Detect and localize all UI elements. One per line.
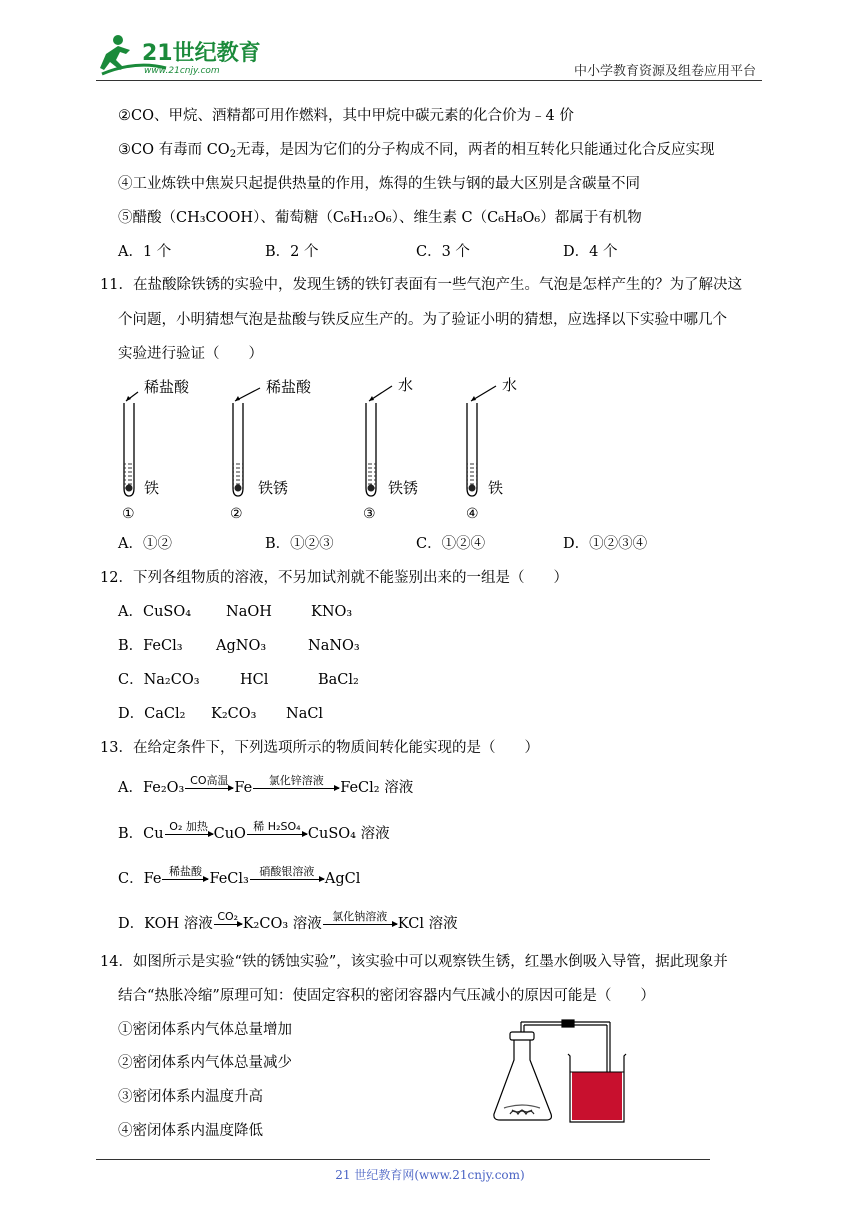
q10-statement-4: ④工业炼铁中焦炭只起提供热量的作用，炼得的生铁与钢的最大区别是含碳量不同 (118, 176, 640, 192)
test-tube-2 (230, 378, 312, 522)
header-divider (96, 80, 762, 81)
q13-c-condition-1: 稀盐酸 (168, 865, 202, 878)
tube-1-reagent: 稀盐酸 (144, 378, 190, 396)
q10-statement-3: ③CO 有毒而 $CO_2$无毒，是因为它们的分子构成不同，两者的相互转化只能通过化合反应实现 (118, 142, 715, 160)
q12-option-c-1: C．Na₂CO₃ (118, 672, 200, 688)
q12-option-a-3: KNO₃ (311, 604, 353, 620)
q13-option-c: C．Fe 稀盐酸 FeCl₃ 硝酸银溶液 AgCl (118, 865, 361, 887)
q14-stem-line-2: 结合“热胀冷缩”原理可知：使固定容积的密闭容器内气压减小的原因可能是（ ） (118, 988, 655, 1004)
q13-option-d: D．KOH 溶液 CO₂ K₂CO₃ 溶液 氯化钠溶液 KCl 溶液 (118, 910, 458, 932)
q13-option-b: B．Cu O₂ 加热 CuO 稀 H₂SO₄ CuSO₄ 溶液 (118, 820, 390, 842)
q10-option-a: A．1 个 (118, 244, 172, 260)
q11-stem-line-1: 11．在盐酸除铁锈的实验中，发现生锈的铁钉表面有一些气泡产生。气泡是怎样产生的？为了解决这 (100, 277, 742, 293)
tube-3-solid: 铁锈 (388, 479, 419, 497)
test-tube-4 (466, 376, 517, 522)
tube-3-number: ③ (363, 506, 376, 522)
q13-d-condition-2: 氯化钠溶液 (332, 910, 388, 923)
q11-option-a: A．①② (118, 536, 172, 552)
logo-url: www.21cnjy.com (144, 66, 220, 76)
q12-option-c-3: BaCl₂ (318, 672, 359, 688)
tube-2-number: ② (230, 506, 243, 522)
tube-3-reagent: 水 (398, 376, 414, 394)
q12-option-d-1: D．CaCl₂ (118, 706, 186, 722)
platform-name: 中小学教育资源及组卷应用平台 (573, 64, 756, 79)
erlenmeyer-flask (494, 1032, 552, 1120)
footer-divider (96, 1159, 710, 1160)
tube-2-solid: 铁锈 (258, 479, 289, 497)
q11-option-c: C．①②④ (416, 536, 486, 552)
test-tube-1 (122, 378, 190, 522)
q11-option-d: D．①②③④ (563, 536, 648, 552)
q13-a-condition-2: 氯化锌溶液 (268, 774, 324, 787)
q10-option-d: D．4 个 (563, 244, 618, 260)
q13-b-condition-2: 稀 H₂SO₄ (253, 820, 301, 833)
test-tube-3 (363, 376, 418, 522)
q13-option-a: A．Fe₂O₃ CO高温 Fe 氯化锌溶液 FeCl₂ 溶液 (118, 774, 414, 796)
q10-statement-2: ②CO、甲烷、酒精都可用作燃料，其中甲烷中碳元素的化合价为﹣4 价 (118, 108, 574, 124)
q13-a-condition-1: CO高温 (190, 774, 229, 787)
q12-option-d-2: K₂CO₃ (211, 706, 257, 722)
q14-item-1: ①密闭体系内气体总量增加 (118, 1022, 292, 1038)
tube-4-number: ④ (466, 506, 479, 522)
q14-stem-line-1: 14．如图所示是实验“铁的锈蚀实验”，该实验中可以观察铁生锈，红墨水倒吸入导管，据此现象并 (100, 954, 728, 970)
q10-option-b: B．2 个 (265, 244, 319, 260)
q12-option-b-1: B．FeCl₃ (118, 638, 183, 654)
q13-b-condition-1: O₂ 加热 (169, 820, 208, 833)
tube-4-reagent: 水 (502, 376, 518, 394)
q11-stem-line-3: 实验进行验证（ ） (118, 346, 263, 362)
site-logo (96, 30, 266, 80)
q12-option-b-3: NaNO₃ (308, 638, 360, 654)
q13-d-condition-1: CO₂ (217, 910, 239, 923)
red-ink (572, 1072, 622, 1120)
q13-c-condition-2: 硝酸银溶液 (259, 865, 315, 878)
tube-4-solid: 铁 (488, 479, 504, 497)
q14-item-4: ④密闭体系内温度降低 (118, 1123, 263, 1139)
rusting-apparatus-figure (488, 1018, 628, 1130)
q10-option-c: C．3 个 (416, 244, 470, 260)
q14-item-2: ②密闭体系内气体总量减少 (118, 1055, 292, 1071)
q10-statement-5: ⑤醋酸（CH₃COOH）、葡萄糖（C₆H₁₂O₆）、维生素 C（C₆H₈O₆）都属于有机物 (118, 210, 642, 226)
tube-2-reagent: 稀盐酸 (266, 378, 312, 396)
q11-option-b: B．①②③ (265, 536, 334, 552)
test-tubes-figure (110, 370, 530, 525)
iron-wool (510, 1110, 534, 1114)
tube-1-solid: 铁 (144, 479, 160, 497)
beaker (568, 1054, 626, 1122)
footer-source: 21 世纪教育网(www.21cnjy.com) (335, 1168, 525, 1182)
q12-option-d-3: NaCl (286, 706, 324, 722)
q11-stem-line-2: 个问题，小明猜想气泡是盐酸与铁反应生产的。为了验证小明的猜想，应选择以下实验中哪几个 (118, 312, 727, 328)
q12-option-b-2: AgNO₃ (216, 638, 267, 654)
q12-option-a-2: NaOH (226, 604, 272, 620)
tube-1-number: ① (122, 506, 135, 522)
q12-option-a-1: A．CuSO₄ (118, 604, 192, 620)
q14-item-3: ③密闭体系内温度升高 (118, 1089, 263, 1105)
logo-text: 21世纪教育 (142, 41, 261, 66)
q12-stem: 12．下列各组物质的溶液，不另加试剂就不能鉴别出来的一组是（ ） (100, 570, 568, 586)
q12-option-c-2: HCl (240, 672, 269, 688)
q13-stem: 13．在给定条件下，下列选项所示的物质间转化能实现的是（ ） (100, 740, 539, 756)
